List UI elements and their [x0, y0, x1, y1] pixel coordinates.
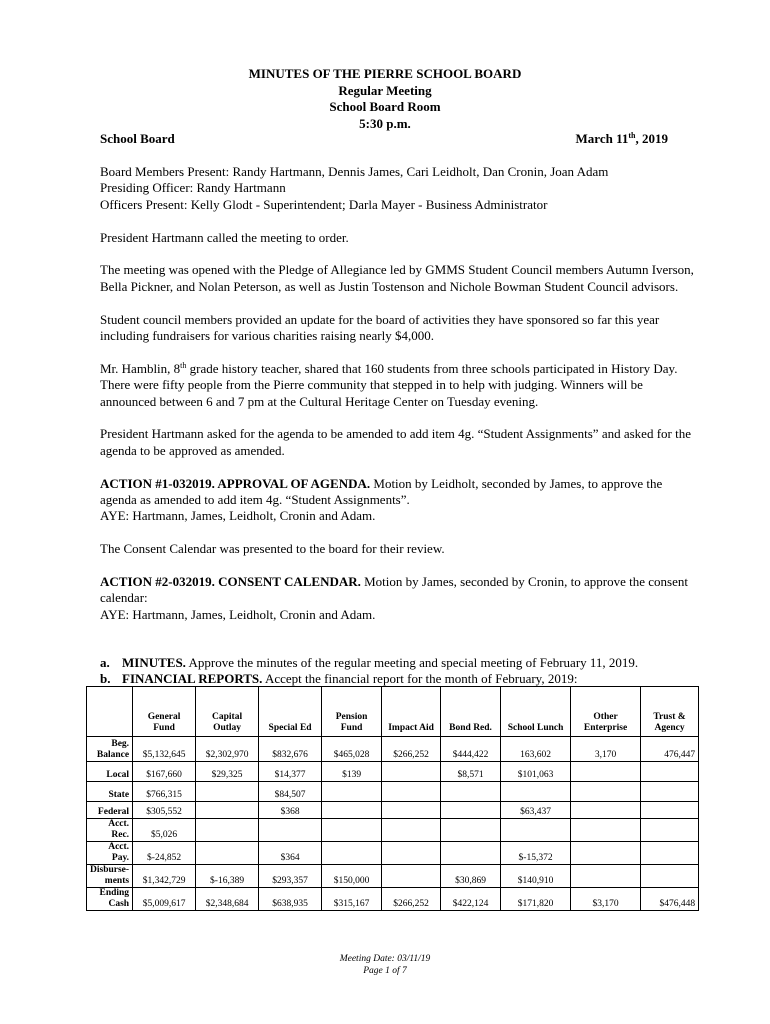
header-location: School Board Room [329, 99, 441, 114]
table-row [87, 762, 699, 782]
column-header: General Fund [133, 687, 196, 737]
table-cell [441, 802, 501, 819]
action2-title: ACTION #2-032019. CONSENT CALENDAR. [100, 574, 361, 590]
hamblin-text-a: Mr. Hamblin, 8 [100, 360, 181, 376]
table-cell: $5,026 [133, 819, 196, 842]
date-prefix: March 11 [575, 131, 629, 146]
action1-text: Motion by Leidholt, seconded by James, to approve the agenda as amended to add item 4g. “Student Assignments”. [100, 475, 663, 508]
table-cell: $364 [259, 842, 322, 865]
table-row [87, 782, 699, 802]
table-cell [196, 802, 259, 819]
action1-title: ACTION #1-032019. APPROVAL OF AGENDA. [100, 475, 371, 491]
table-cell: $167,660 [133, 762, 196, 782]
table-cell: $476,448 [641, 888, 699, 911]
row-label: Acct. Rec. [87, 819, 133, 842]
table-cell [259, 819, 322, 842]
table-cell [571, 865, 641, 888]
call-to-order-paragraph: President Hartmann called the meeting to order. [100, 229, 349, 245]
consent-list [100, 655, 720, 688]
action1-vote: AYE: Hartmann, James, Leidholt, Cronin and Adam. [100, 508, 376, 524]
table-cell [641, 762, 699, 782]
column-header: Trust & Agency [641, 687, 699, 737]
table-cell [501, 782, 571, 802]
members-present: Board Members Present: Randy Hartmann, Dennis James, Cari Leidholt, Dan Cronin, Joan Adam [100, 164, 609, 179]
table-cell: $101,063 [501, 762, 571, 782]
table-cell: $638,935 [259, 888, 322, 911]
table-cell: $-15,372 [501, 842, 571, 865]
student-council-paragraph: Student council members provided an update for the board of activities they have sponsored so far this year including fundraisers for various charities raising nearly $4,000. [100, 311, 660, 344]
table-cell: $5,009,617 [133, 888, 196, 911]
agenda-amend-paragraph: President Hartmann asked for the agenda to be amended to add item 4g. “Student Assignments” and asked for the agenda to be approved as amended. [100, 426, 691, 458]
list-item-minutes [100, 655, 720, 671]
table-cell [382, 802, 441, 819]
table-cell [196, 842, 259, 865]
table-cell: $1,342,729 [133, 865, 196, 888]
minutes-body [100, 164, 700, 640]
meeting-date [576, 131, 668, 147]
table-cell: $30,869 [441, 865, 501, 888]
table-row [87, 842, 699, 865]
column-header [87, 687, 133, 737]
column-header: School Lunch [501, 687, 571, 737]
board-label: School Board [100, 131, 175, 146]
footer-page-number: Page 1 of 7 [363, 966, 407, 976]
table-cell [322, 782, 382, 802]
table-cell: $368 [259, 802, 322, 819]
column-header: Other Enterprise [571, 687, 641, 737]
table-cell [571, 782, 641, 802]
header-title: MINUTES OF THE PIERRE SCHOOL BOARD [248, 66, 522, 81]
column-header: Special Ed [259, 687, 322, 737]
table-cell [441, 782, 501, 802]
action2-vote: AYE: Hartmann, James, Leidholt, Cronin and Adam. [100, 606, 376, 622]
table-cell: $2,348,684 [196, 888, 259, 911]
pledge-paragraph: The meeting was opened with the Pledge of Allegiance led by GMMS Student Council members Autumn Iverson, Bella Pickner, and Nolan Peterson, as well as Justin Tostenson and Nichole Bowman Student Council advisors. [100, 262, 694, 294]
table-row [87, 888, 699, 911]
table-cell: $14,377 [259, 762, 322, 782]
table-cell: $-16,389 [196, 865, 259, 888]
table-cell: $2,302,970 [196, 737, 259, 762]
presiding-officer: Presiding Officer: Randy Hartmann [100, 180, 286, 196]
date-suffix: , 2019 [635, 131, 668, 146]
table-cell: $315,167 [322, 888, 382, 911]
document-header [0, 66, 770, 132]
table-cell: $29,325 [196, 762, 259, 782]
table-cell [382, 782, 441, 802]
row-label: Beg. Balance [87, 737, 133, 762]
action2-paragraph [100, 574, 700, 623]
financial-report-table [86, 686, 699, 911]
table-cell: $766,315 [133, 782, 196, 802]
officers-present: Officers Present: Kelly Glodt - Superintendent; Darla Mayer - Business Administrator [100, 196, 548, 212]
row-label: Disburse-ments [87, 865, 133, 888]
table-cell [441, 819, 501, 842]
table-cell [641, 782, 699, 802]
table-cell [641, 819, 699, 842]
table-cell: $422,124 [441, 888, 501, 911]
table-cell: $140,910 [501, 865, 571, 888]
table-row [87, 802, 699, 819]
hamblin-text-b: grade history teacher, shared that 160 students from three schools participated in History Day. There were fifty people from the Pierre community that stepped in to help with judging. Winners will be announced between 6 and 7 pm at the Cultural Heritage Center on Tuesday evening. [100, 360, 678, 409]
header-time: 5:30 p.m. [359, 115, 411, 131]
table-cell: 163,602 [501, 737, 571, 762]
list-item-b-text: Accept the financial report for the month of February, 2019: [262, 671, 578, 687]
board-date-row [100, 131, 670, 149]
table-cell: $8,571 [441, 762, 501, 782]
table-cell: $266,252 [382, 737, 441, 762]
table-cell [322, 842, 382, 865]
table-cell: $444,422 [441, 737, 501, 762]
action2-text: Motion by James, seconded by Cronin, to approve the consent calendar: [100, 574, 688, 606]
attendance-block [100, 164, 700, 213]
table-cell: $63,437 [501, 802, 571, 819]
list-item-a-text: Approve the minutes of the regular meeting and special meeting of February 11, 2019. [185, 655, 639, 670]
table-cell: $139 [322, 762, 382, 782]
table-row [87, 819, 699, 842]
hamblin-sup: th [180, 360, 187, 370]
hamblin-paragraph [100, 361, 700, 410]
consent-presented-paragraph: The Consent Calendar was presented to the board for their review. [100, 541, 445, 557]
table-cell [641, 842, 699, 865]
column-header: Capital Outlay [196, 687, 259, 737]
footer-meeting-date: Meeting Date: 03/11/19 [339, 954, 431, 964]
row-label: Local [87, 762, 133, 782]
table-cell [196, 782, 259, 802]
table-cell [571, 842, 641, 865]
list-marker-b: b. [100, 671, 111, 687]
table-cell: $293,357 [259, 865, 322, 888]
table-cell: $150,000 [322, 865, 382, 888]
table-cell [382, 819, 441, 842]
column-header: Pension Fund [322, 687, 382, 737]
row-label: Federal [87, 802, 133, 819]
list-marker-a: a. [100, 655, 110, 670]
table-cell [196, 819, 259, 842]
table-cell: $465,028 [322, 737, 382, 762]
table-row [87, 737, 699, 762]
column-header: Bond Red. [441, 687, 501, 737]
table-cell [382, 762, 441, 782]
table-header-row [87, 687, 699, 737]
table-cell: $5,132,645 [133, 737, 196, 762]
table-cell: $84,507 [259, 782, 322, 802]
table-cell: $305,552 [133, 802, 196, 819]
page-footer [0, 953, 770, 977]
table-cell [322, 802, 382, 819]
table-cell [641, 802, 699, 819]
row-label: State [87, 782, 133, 802]
table-cell [571, 802, 641, 819]
column-header: Impact Aid [382, 687, 441, 737]
row-label: Acct. Pay. [87, 842, 133, 865]
header-meeting-type: Regular Meeting [338, 82, 432, 98]
table-cell: $3,170 [571, 888, 641, 911]
table-cell: 476,447 [641, 737, 699, 762]
list-item-b-title: FINANCIAL REPORTS. [122, 671, 263, 687]
table-cell [441, 842, 501, 865]
table-cell [571, 819, 641, 842]
action1-paragraph [100, 476, 700, 525]
table-cell: $832,676 [259, 737, 322, 762]
date-sup: th [628, 131, 636, 140]
table-cell [382, 842, 441, 865]
table-cell [641, 865, 699, 888]
table-cell: $171,820 [501, 888, 571, 911]
row-label: Ending Cash [87, 888, 133, 911]
table-row [87, 865, 699, 888]
list-item-a-title: MINUTES. [122, 655, 186, 670]
table-cell: 3,170 [571, 737, 641, 762]
table-cell [382, 865, 441, 888]
table-cell [322, 819, 382, 842]
table-cell [571, 762, 641, 782]
table-cell: $266,252 [382, 888, 441, 911]
table-cell: $-24,852 [133, 842, 196, 865]
table-cell [501, 819, 571, 842]
